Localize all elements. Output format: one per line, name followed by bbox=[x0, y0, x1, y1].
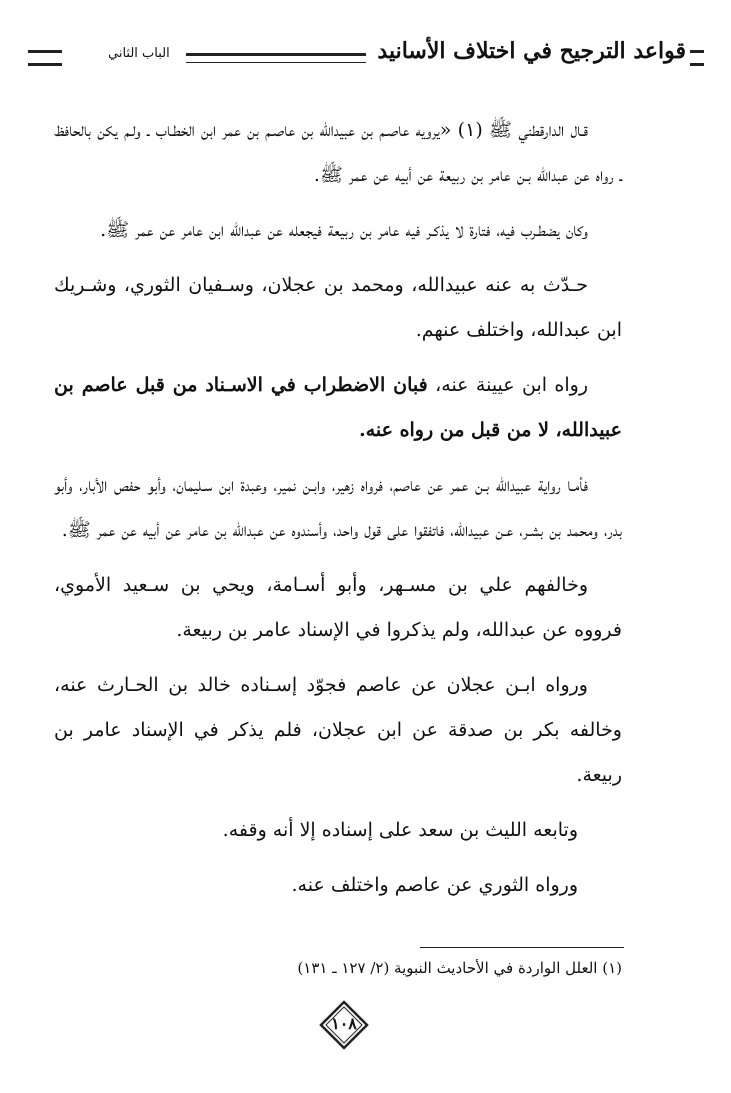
footnote-separator bbox=[420, 947, 624, 948]
paragraph-6: وخالفهم علي بن مسـهر، وأبو أسـامة، ويحي بن سـعيد الأموي، فرووه عن عبدالله، ولم يذكروا في الإسناد عامر بن ربيعة. bbox=[54, 574, 622, 641]
chapter-label: الباب الثاني bbox=[108, 46, 170, 61]
paragraph-2: وكان يضطـرب فيه، فتارة لا يذكـر فيه عامر بن ربيعة فيجعله عن عبدالله ابن عامر عن عمر ﷺ. bbox=[100, 219, 588, 241]
footnote: (١) العلل الواردة في الأحاديث النبوية (٢/ ١٢٧ ـ ١٣١) bbox=[297, 959, 622, 977]
paragraph-4-bold: فبان الاضطراب في الاسـناد من قبل عاصم بن عبيدالله، لا من قبل من رواه عنه. bbox=[54, 374, 622, 441]
paragraph-9: ورواه الثوري عن عاصم واختلف عنه. bbox=[291, 874, 578, 896]
header-rule bbox=[186, 53, 366, 63]
paragraph-8: وتابعه الليث بن سعد على إسناده إلا أنه وقفه. bbox=[222, 819, 578, 841]
paragraph-1: قـال الدارقطني ﷺ (١) «يرويه عاصـم بن عبيدالله بن عاصـم بن عمر ابن الخطـاب ـ ولـم يكن بالحافظ ـ رواه عن عبدالله بـن عامر بن ربيعة عن أبيه عن عمر ﷺ. bbox=[54, 119, 622, 186]
paragraph-3: حـدّث به عنه عبيدالله، ومحمد بن عجلان، وسـفيان الثوري، وشـريك ابن عبدالله، واختلف عنهم. bbox=[54, 274, 622, 341]
book-title: قواعد الترجيح في اختلاف الأسانيد bbox=[377, 38, 686, 64]
paragraph-4-start: رواه ابن عيينة عنه، bbox=[427, 374, 588, 396]
paragraph-5: فأمـا رواية عبيدالله بـن عمر عن عاصم، فرواه زهير، وابـن نمير، وعبدة ابن سـليمان، وأبو حفص الأبار، وأبو بدر، ومحمد بن بشـر، عـن عبيدالله، فاتفقوا على قول واحد، وأسندوه عن عبدالله بن عامر عن أبيه عن عمر ﷺ. bbox=[54, 474, 622, 541]
paragraph-4 bbox=[54, 363, 622, 453]
page-number: ١٠٨ bbox=[331, 1014, 357, 1033]
page-header bbox=[28, 34, 704, 74]
header-right-ornament bbox=[690, 50, 704, 66]
page-number-ornament bbox=[318, 999, 370, 1051]
main-text bbox=[54, 108, 622, 918]
paragraph-7: ورواه ابـن عجلان عن عاصم فجوّد إسـناده خالد بن الحـارث عنه، وخالفه بكر بن صدقة عن ابن عجلان، فلم يذكر في الإسناد عامر بن ربيعة. bbox=[54, 674, 622, 786]
header-left-ornament bbox=[28, 50, 62, 66]
